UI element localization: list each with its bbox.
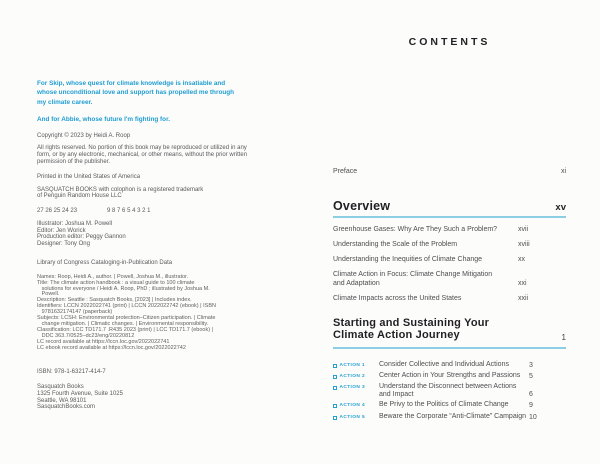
toc-page-number: 6 — [529, 391, 533, 399]
credit-line: Designer: Tony Ong — [37, 240, 90, 247]
action-badge-label: ACTION 2 — [339, 373, 366, 379]
credit-line: Illustrator: Joshua M. Powell — [37, 220, 113, 227]
action-entry — [333, 383, 566, 399]
toc-entry-label: Greenhouse Gases: Why Are They Such a Problem? — [333, 226, 498, 233]
toc-page-number: xviii — [518, 241, 530, 248]
loc-line: solutions for everyone / Heidi A. Roop, PhD ; illustrated by Joshua M. — [37, 285, 210, 292]
toc-page-number: xx — [518, 256, 525, 263]
loc-line: Description: Seattle : Sasquatch Books, [2023] | Includes index. — [37, 297, 192, 304]
checkbox-icon — [333, 375, 337, 379]
toc-entry-label: Preface — [333, 168, 358, 175]
action-badge-label: ACTION 5 — [339, 414, 366, 420]
contents-page — [333, 36, 566, 424]
toc-page-number: xvii — [518, 226, 529, 233]
action-badge-label: ACTION 3 — [339, 385, 366, 391]
loc-line: 9781632174147 (paperback) — [37, 309, 113, 316]
action-entry — [333, 413, 566, 422]
toc-entry — [333, 271, 566, 288]
action-entry — [333, 361, 566, 370]
isbn-line: ISBN: 978-1-63217-414-7 — [37, 369, 106, 376]
printing-numbers — [37, 208, 273, 214]
toc-entry-label-wrap: and Adaptation — [333, 279, 380, 287]
section-page-number: xv — [555, 202, 566, 213]
copyright-page — [37, 79, 273, 411]
print-run-years: 27 26 25 24 23 — [37, 207, 78, 214]
section-title: Overview — [333, 199, 391, 213]
toc-entry — [333, 241, 566, 250]
toc-page-number: 9 — [529, 402, 533, 410]
publisher-address-block — [37, 384, 273, 411]
section-title-line2: Climate Action Journey — [333, 328, 460, 341]
toc-entry-label: Understand the Disconnect between Actions — [379, 383, 517, 391]
section-heading-overview — [333, 199, 566, 213]
toc-page-number: 10 — [529, 413, 537, 421]
action-entry-list — [333, 361, 566, 422]
publisher-line: Seattle, WA 98101 — [37, 397, 87, 404]
section-divider-rule — [333, 216, 566, 218]
toc-entry — [333, 256, 566, 265]
copyright-notice: Copyright © 2023 by Heidi A. Roop — [37, 132, 131, 139]
credit-line: Production editor: Peggy Gannon — [37, 234, 126, 241]
loc-line: Subjects: LCSH: Environmental protection–Citizen participation. | Climate — [37, 315, 216, 322]
page-title: CONTENTS — [408, 36, 491, 48]
section-page-number: 1 — [561, 332, 566, 342]
rights-paragraph: All rights reserved. No portion of this book may be reproduced or utilized in any form, or by any electronic, mechanical, or other means, without the prior written permission of the publisher. — [37, 144, 248, 165]
toc-entry-label: Climate Action in Focus: Climate Change Mitigation — [333, 271, 493, 278]
publisher-line: Sasquatch Books — [37, 384, 84, 391]
toc-entry-label-wrap: and Impact — [379, 391, 414, 399]
loc-line: DDC 363.7/0525–dc23/eng/20220812 — [37, 333, 135, 340]
toc-entry-label: Understanding the Inequities of Climate Change — [333, 256, 483, 263]
action-entry — [333, 401, 566, 410]
loc-line: Title: The climate action handbook : a visual guide to 100 climate — [37, 279, 195, 286]
checkbox-icon — [333, 364, 337, 368]
loc-line: Classification: LCC TD171.7 .R435 2023 (print) | LCC TD171.7 (ebook) | — [37, 327, 213, 334]
overview-entry-list — [333, 226, 566, 303]
checkbox-icon — [333, 404, 337, 408]
toc-entry — [333, 226, 566, 235]
toc-entry-label: Be Privy to the Politics of Climate Change — [379, 401, 509, 409]
publisher-line: SasquatchBooks.com — [37, 404, 96, 411]
toc-page-number: 5 — [529, 372, 533, 380]
loc-cataloging-block — [37, 275, 273, 352]
toc-entry-label: Center Action in Your Strengths and Passions — [379, 371, 521, 379]
toc-page-number: xxii — [518, 294, 529, 302]
toc-entry-label: Consider Collective and Individual Actions — [379, 360, 509, 368]
action-badge-label: ACTION 1 — [339, 362, 366, 368]
checkbox-icon — [333, 416, 337, 420]
action-badge-label: ACTION 4 — [339, 403, 366, 409]
section-heading-journey — [333, 318, 566, 342]
trademark-paragraph: SASQUATCH BOOKS with colophon is a registered trademark of Penguin Random House LLC — [37, 186, 204, 200]
dedication-paragraph: For Skip, whose quest for climate knowledge is insatiable and whose unconditional love and support has propelled me through my climate career. — [37, 80, 235, 106]
publisher-line: 1325 Fourth Avenue, Suite 1025 — [37, 390, 123, 397]
dedication-paragraph-2: And for Abbie, whose future I'm fighting for. — [37, 116, 170, 124]
action-entry — [333, 372, 566, 381]
toc-entry-preface — [333, 168, 566, 175]
toc-entry-label: Understanding the Scale of the Problem — [333, 241, 458, 248]
print-run-sequence: 9 8 7 6 5 4 3 2 1 — [107, 207, 151, 214]
printed-in-line: Printed in the United States of America — [37, 173, 141, 180]
toc-entry-label: Climate Impacts across the United States — [333, 294, 462, 302]
toc-page-number: xi — [560, 168, 566, 175]
loc-line: LC record available at https://lccn.loc.gov/2022022741 — [37, 339, 170, 346]
credit-line: Editor: Jen Worick — [37, 227, 86, 234]
loc-line: Names: Roop, Heidi A., author. | Powell, Joshua M., illustrator. — [37, 273, 189, 280]
section-divider-rule — [333, 347, 566, 349]
toc-entry — [333, 295, 566, 304]
loc-line: LC ebook record available at https://lccn.loc.gov/2022022742 — [37, 345, 186, 352]
loc-heading: Library of Congress Cataloging-in-Publication Data — [37, 259, 173, 266]
section-title-line1: Starting and Sustaining Your — [333, 317, 490, 329]
loc-line: change mitigation. | Climatic changes. | Environmental responsibility. — [37, 321, 209, 328]
toc-page-number: 3 — [529, 361, 533, 369]
toc-page-number: xxi — [518, 279, 527, 287]
toc-entry-label: Beware the Corporate “Anti-Climate” Campaign — [379, 412, 527, 420]
loc-line: Powell. — [37, 291, 60, 298]
credits-block — [37, 221, 273, 248]
checkbox-icon — [333, 386, 337, 390]
loc-line: Identifiers: LCCN 2022022741 (print) | LCCN 2022022742 (ebook) | ISBN — [37, 303, 216, 310]
